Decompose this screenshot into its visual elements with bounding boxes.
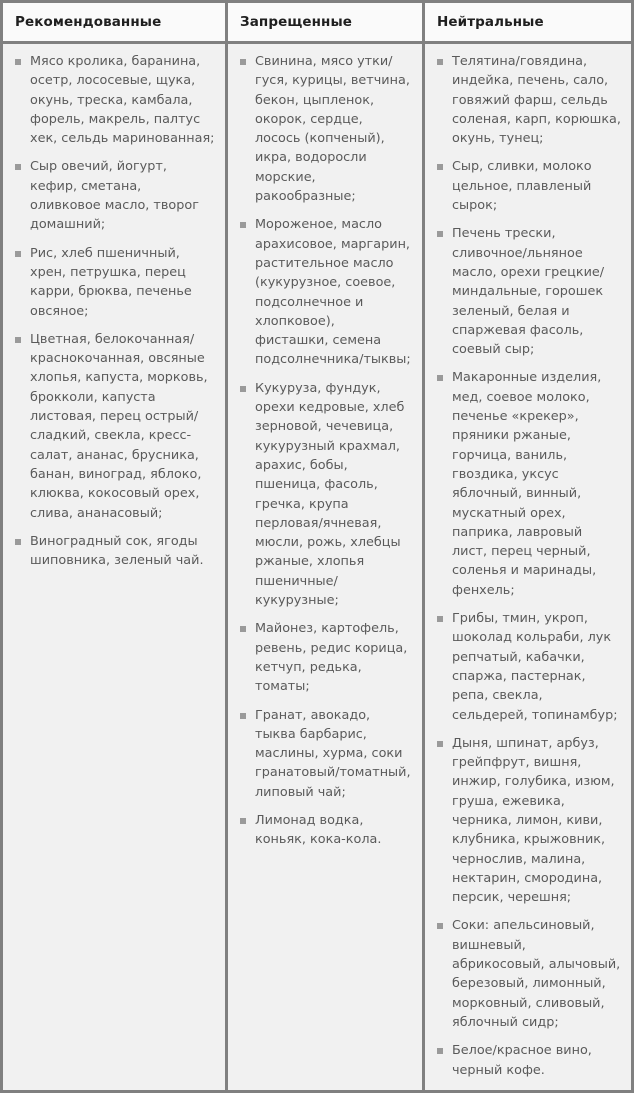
food-list-recommended	[13, 52, 215, 570]
list-item-text: Виноградный сок, ягоды шиповника, зеленый чай.	[30, 533, 204, 569]
column-header-forbidden: Запрещенные	[228, 0, 425, 44]
list-item-text: Рис, хлеб пшеничный, хрен, петрушка, перец карри, брюква, печенье овсяное;	[30, 245, 192, 319]
list-item-text: Сыр, сливки, молоко цельное, плавленый сырок;	[452, 159, 592, 214]
list-item	[435, 224, 621, 359]
food-list-neutral	[435, 52, 621, 1080]
list-item-text: Макаронные изделия, мед, соевое молоко, печенье «крекер», пряники ржаные, горчица, ваниль, гвоздика, уксус яблочный, винный, мускатный орех, паприка, лавровый лист, перец черный, соленья и маринады, фенхель;	[452, 370, 602, 598]
list-item-text: Печень трески, сливочное/льняное масло, орехи грецкие/миндальные, горошек зеленый, белая и спаржевая фасоль, соевый сыр;	[452, 226, 605, 358]
square-bullet-icon	[437, 616, 443, 622]
list-item-text: Лимонад водка, коньяк, кока-кола.	[255, 812, 382, 848]
list-item-text: Кукуруза, фундук, орехи кедровые, хлеб зерновой, чечевица, кукурузный крахмал, арахис, бобы, пшеница, фасоль, гречка, крупа перловая/ячневая, мюсли, рожь, хлебцы ржаные, хлопья пшеничные/кукурузные;	[255, 380, 405, 609]
list-item	[238, 811, 412, 850]
list-item-text: Дыня, шпинат, арбуз, грейпфрут, вишня, инжир, голубика, изюм, груша, ежевика, черника, лимон, киви, клубника, крыжовник, чернослив, малина, нектарин, смородина, персик, черешня;	[452, 735, 615, 906]
list-item	[238, 379, 412, 611]
list-item	[435, 734, 621, 908]
column-header-neutral: Нейтральные	[425, 0, 634, 44]
list-item-text: Гранат, авокадо, тыква барбарис, маслины, хурма, соки гранатовый/томатный, липовый чай;	[255, 707, 411, 800]
square-bullet-icon	[437, 59, 443, 65]
square-bullet-icon	[240, 386, 246, 392]
list-item	[435, 916, 621, 1032]
square-bullet-icon	[15, 251, 21, 257]
list-item	[238, 52, 412, 206]
list-item-text: Грибы, тмин, укроп, шоколад кольраби, лук репчатый, кабачки, спаржа, пастернак, репа, свекла, сельдерей, топинамбур;	[452, 611, 618, 723]
list-item	[13, 244, 215, 321]
square-bullet-icon	[437, 164, 443, 170]
square-bullet-icon	[15, 337, 21, 343]
list-item-text: Соки: апельсиновый, вишневый, абрикосовый, алычовый, березовый, лимонный, морковный, сливовый, яблочный сидр;	[452, 918, 621, 1030]
list-item-text: Мясо кролика, баранина, осетр, лососевые, щука, окунь, треска, камбала, форель, макрель, палтус хек, сельдь маринованная;	[30, 54, 215, 147]
list-item-text: Телятина/говядина, индейка, печень, сало, говяжий фарш, сельдь соленая, карп, корюшка, окунь, тунец;	[452, 54, 621, 147]
list-item	[435, 609, 621, 725]
list-item-text: Сыр овечий, йогурт, кефир, сметана, оливковое масло, творог домашний;	[30, 159, 199, 233]
list-item	[435, 157, 621, 215]
square-bullet-icon	[240, 222, 246, 228]
list-item	[13, 330, 215, 523]
square-bullet-icon	[437, 1048, 443, 1054]
column-cell-neutral	[425, 44, 634, 1093]
square-bullet-icon	[240, 59, 246, 65]
square-bullet-icon	[240, 818, 246, 824]
list-item	[238, 619, 412, 696]
column-header-recommended: Рекомендованные	[0, 0, 228, 44]
list-item	[13, 532, 215, 571]
list-item	[435, 368, 621, 600]
list-item	[238, 215, 412, 369]
list-item-text: Белое/красное вино, черный кофе.	[452, 1043, 592, 1078]
list-item	[13, 157, 215, 234]
table-header-row	[0, 0, 634, 44]
list-item-text: Цветная, белокочанная/краснокочанная, овсяные хлопья, капуста, морковь, брокколи, капуста листовая, перец острый/сладкий, свекла, кресс-салат, ананас, брусника, банан, виноград, яблоко, клюква, кокосовый орех, слива, ананасовый;	[30, 331, 208, 521]
square-bullet-icon	[240, 626, 246, 632]
list-item	[435, 1041, 621, 1080]
square-bullet-icon	[437, 375, 443, 381]
list-item-text: Мороженое, масло арахисовое, маргарин, растительное масло (кукурузное, соевое, подсолнечное и хлопковое), фисташки, семена подсолнечника/тыквы;	[255, 217, 411, 368]
square-bullet-icon	[15, 164, 21, 170]
list-item	[13, 52, 215, 148]
column-cell-recommended	[0, 44, 228, 1093]
square-bullet-icon	[437, 923, 443, 929]
food-list-forbidden	[238, 52, 412, 850]
square-bullet-icon	[437, 231, 443, 237]
list-item-text: Свинина, мясо утки/гуся, курицы, ветчина, бекон, цыпленок, окорок, сердце, лосось (копченый), икра, водоросли морские, ракообразные;	[255, 54, 410, 205]
square-bullet-icon	[15, 59, 21, 65]
column-cell-forbidden	[228, 44, 425, 1093]
square-bullet-icon	[437, 741, 443, 747]
list-item	[435, 52, 621, 148]
table-body-row	[0, 44, 634, 1093]
square-bullet-icon	[240, 713, 246, 719]
list-item-text: Майонез, картофель, ревень, редис корица, кетчуп, редька, томаты;	[255, 621, 408, 695]
list-item	[238, 706, 412, 802]
square-bullet-icon	[15, 539, 21, 545]
